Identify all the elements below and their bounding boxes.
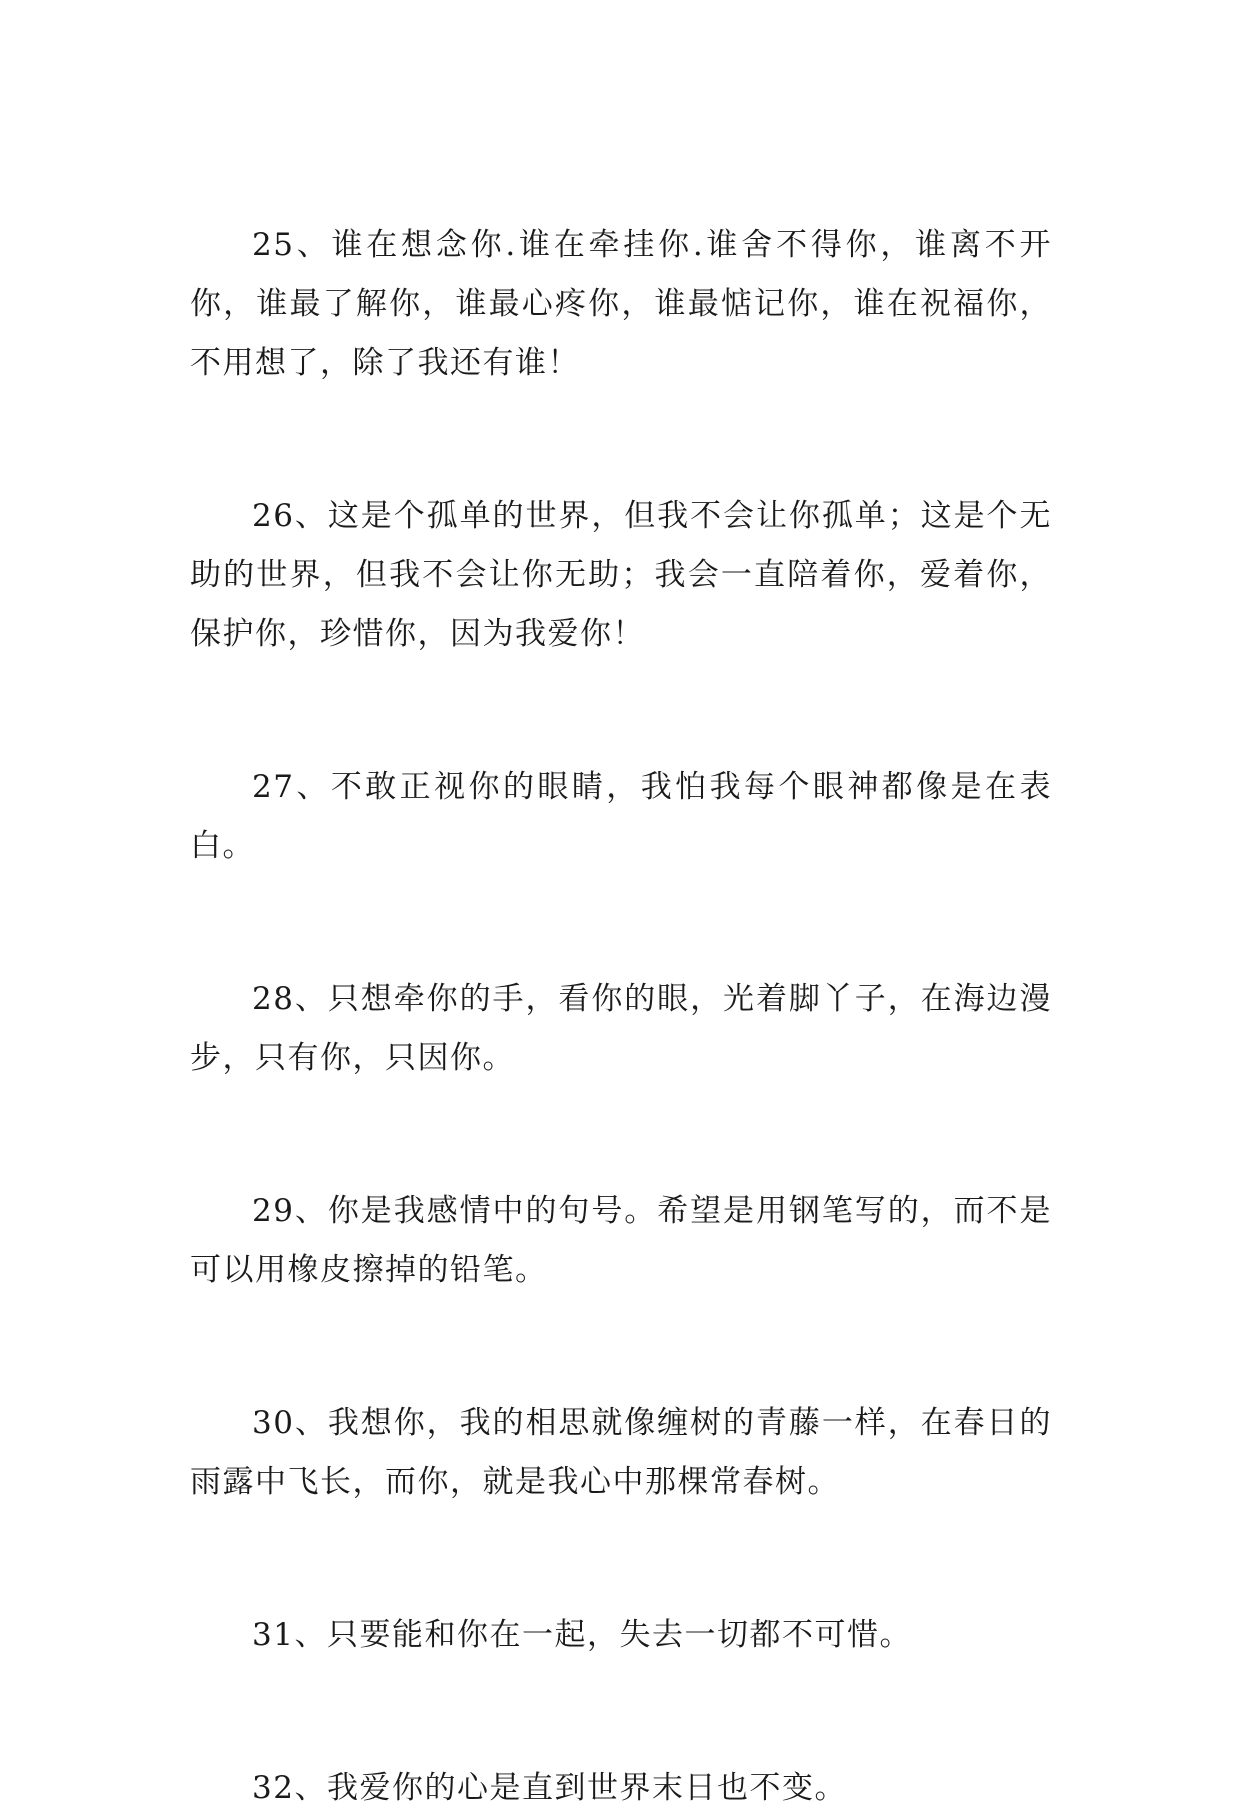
paragraph-30: 30、我想你，我的相思就像缠树的青藤一样，在春日的雨露中飞长，而你，就是我心中那棵常春树。	[190, 1405, 1052, 1500]
paragraph-29: 29、你是我感情中的句号。希望是用钢笔写的，而不是可以用橡皮擦掉的铅笔。	[190, 1193, 1052, 1288]
paragraph-25: 25、谁在想念你.谁在牵挂你.谁舍不得你，谁离不开你，谁最了解你，谁最心疼你，谁最惦记你，谁在祝福你，不用想了，除了我还有谁！	[190, 227, 1052, 381]
document-body	[190, 216, 1052, 1818]
paragraph-31: 31、只要能和你在一起，失去一切都不可惜。	[252, 1617, 912, 1653]
paragraph-32: 32、我爱你的心是直到世界末日也不变。	[252, 1770, 847, 1806]
paragraph-26: 26、这是个孤单的世界，但我不会让你孤单；这是个无助的世界，但我不会让你无助；我会一直陪着你，爱着你，保护你，珍惜你，因为我爱你！	[190, 498, 1052, 652]
paragraph-28: 28、只想牵你的手，看你的眼，光着脚丫子，在海边漫步，只有你，只因你。	[190, 981, 1052, 1076]
paragraph-27: 27、不敢正视你的眼睛，我怕我每个眼神都像是在表白。	[190, 769, 1052, 864]
